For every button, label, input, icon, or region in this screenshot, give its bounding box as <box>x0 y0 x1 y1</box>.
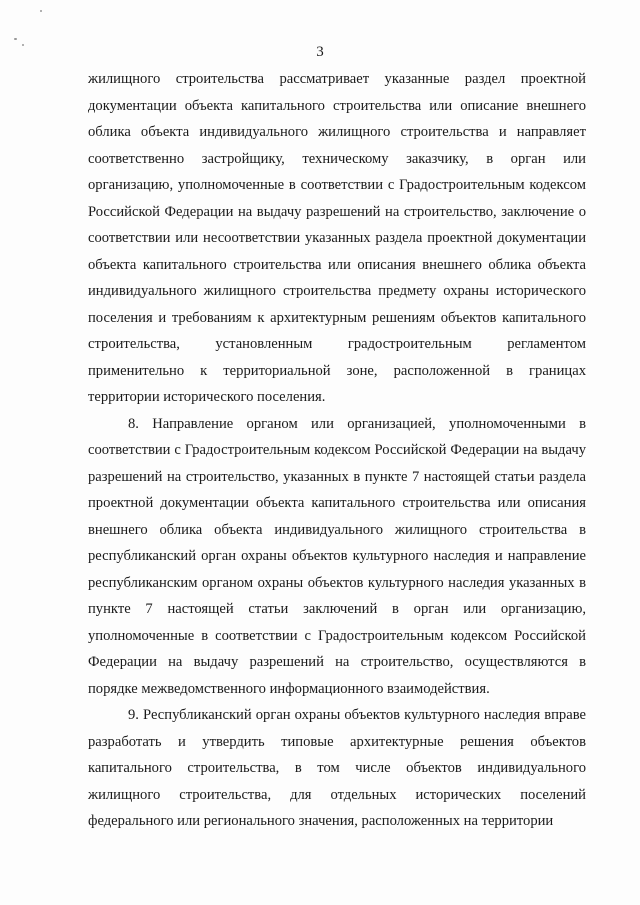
paragraph-continuation: жилищного строительства рассматривает указанные раздел проектной документации объекта капитального строительства или описание внешнего облика объекта индивидуального жилищного строительства и направляет соответственно застройщику, техническому заказчику, в орган или организацию, уполномоченные в соответствии с Градостроительным кодексом Российской Федерации на выдачу разрешений на строительство, заключение о соответствии или несоответствии указанных раздела проектной документации объекта капитального строительства или описания внешнего облика объекта индивидуального жилищного строительства предмету охраны исторического поселения и требованиям к архитектурным решениям объектов капитального строительства, установленным градостроительным регламентом применительно к территориальной зоне, расположенной в границах территории исторического поселения. <box>88 71 586 405</box>
scan-speck <box>40 10 42 12</box>
page-number: 3 <box>316 44 324 60</box>
document-body <box>88 66 586 835</box>
paragraph-item-8: 8. Направление органом или организацией, уполномоченными в соответствии с Градостроительным кодексом Российской Федерации на выдачу разрешений на строительство, указанных в пункте 7 настоящей статьи раздела проектной документации объекта капитального строительства или описания внешнего облика объекта индивидуального жилищного строительства в республиканский орган охраны объектов культурного наследия и направление республиканским органом охраны объектов культурного наследия указанных в пункте 7 настоящей статьи заключений в орган или организацию, уполномоченные в соответствии с Градостроительным кодексом Российской Федерации на выдачу разрешений на строительство, осуществляются в порядке межведомственного информационного взаимодействия. <box>88 415 586 697</box>
scan-speck <box>14 38 17 40</box>
paragraph-item-9: 9. Республиканский орган охраны объектов культурного наследия вправе разработать и утвердить типовые архитектурные решения объектов капитального строительства, в том числе объектов индивидуального жилищного строительства, для отдельных исторических поселений федерального или регионального значения, расположенных на территории <box>88 707 586 829</box>
